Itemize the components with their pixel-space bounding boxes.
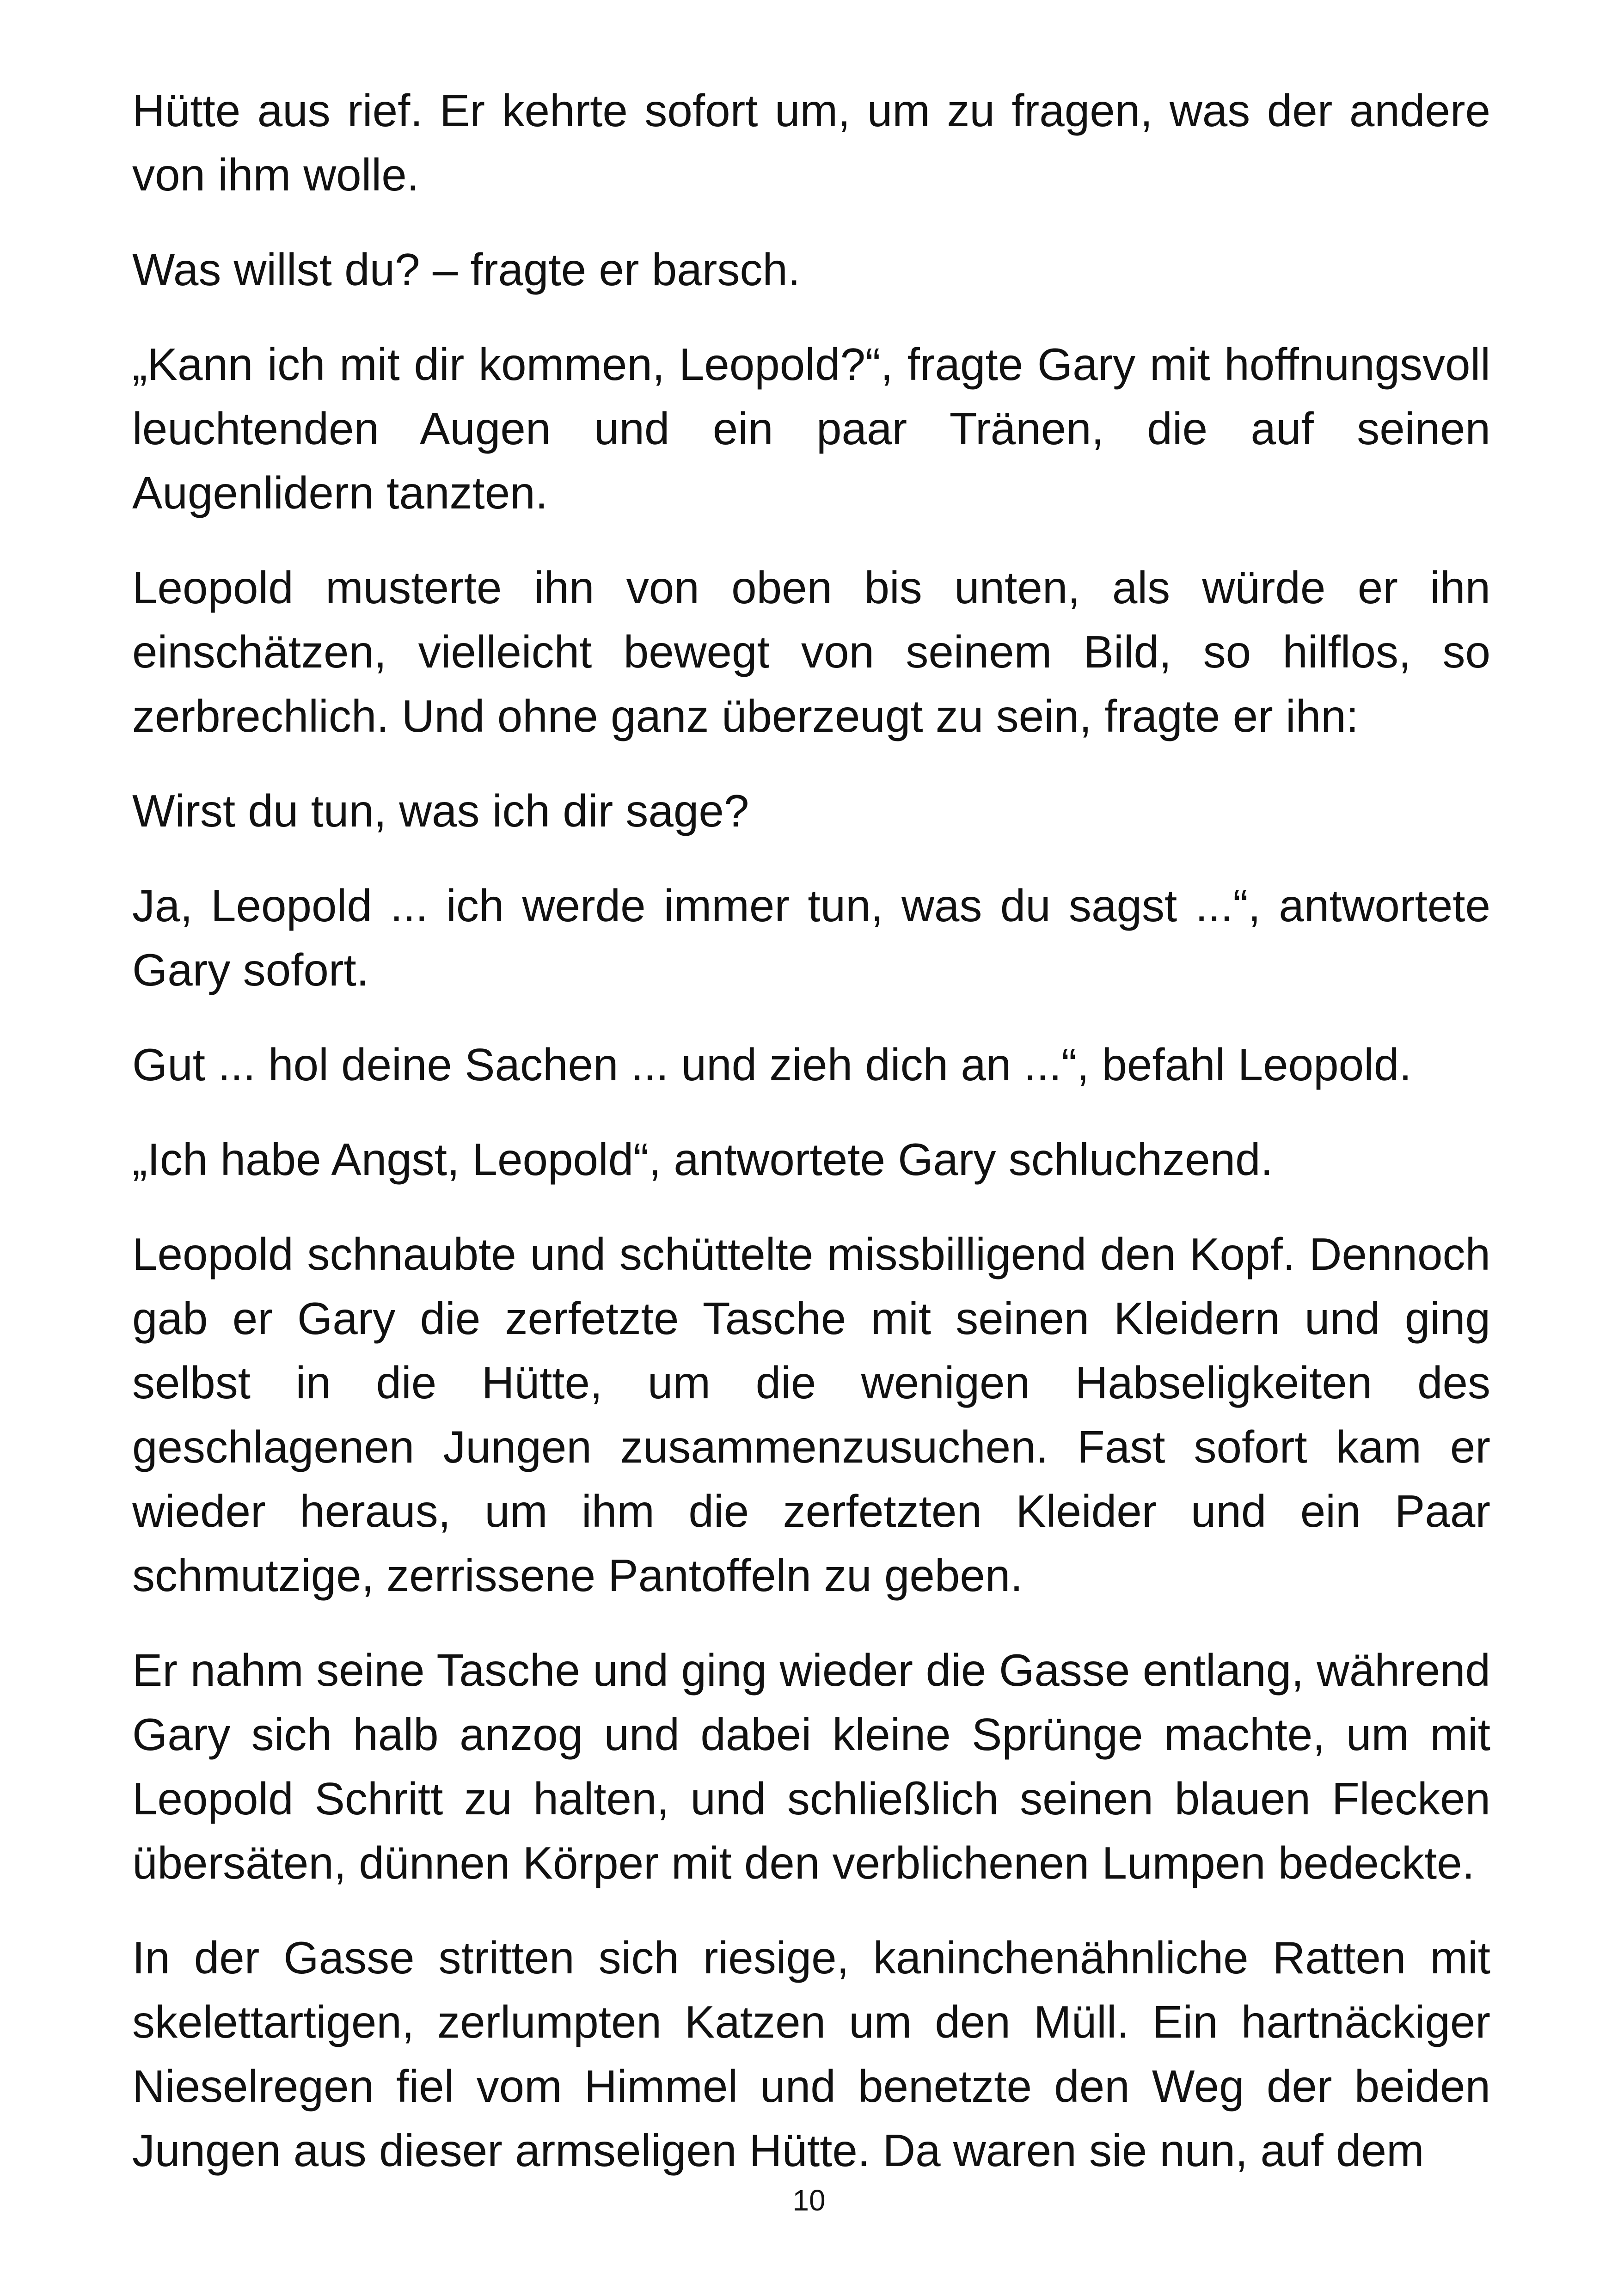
- body-text: [132, 79, 1490, 2213]
- paragraph: „Kann ich mit dir kommen, Leopold?“, fragte Gary mit hoffnungsvoll leuchtenden Augen und ein paar Tränen, die auf seinen Augenlidern tanzten.: [132, 339, 1490, 518]
- page-number: 10: [792, 2184, 826, 2217]
- paragraph: Ja, Leopold ... ich werde immer tun, was du sagst ...“, antwortete Gary sofort.: [132, 880, 1490, 995]
- paragraph: Gut ... hol deine Sachen ... und zieh dich an ...“, befahl Leopold.: [132, 1039, 1412, 1090]
- paragraph: Leopold musterte ihn von oben bis unten, als würde er ihn einschätzen, vielleicht bewegt von seinem Bild, so hilflos, so zerbrechlich. Und ohne ganz überzeugt zu sein, fragte er ihn:: [132, 562, 1490, 741]
- paragraph: Er nahm seine Tasche und ging wieder die Gasse entlang, während Gary sich halb anzog und dabei kleine Sprünge machte, um mit Leopold Schritt zu halten, und schließlich seinen blauen Flecken übersäten, dünnen Körper mit den verblichenen Lumpen bedeckte.: [132, 1645, 1490, 1888]
- paragraph: Leopold schnaubte und schüttelte missbilligend den Kopf. Dennoch gab er Gary die zerfetzte Tasche mit seinen Kleidern und ging selbst in die Hütte, um die wenigen Habseligkeiten des geschlagenen Jungen zusammenzusuchen. Fast sofort kam er wieder heraus, um ihm die zerfetzten Kleider und ein Paar schmutzige, zerrissene Pantoffeln zu geben.: [132, 1229, 1490, 1601]
- paragraph: „Ich habe Angst, Leopold“, antwortete Gary schluchzend.: [132, 1134, 1273, 1185]
- paragraph: Wirst du tun, was ich dir sage?: [132, 785, 749, 836]
- paragraph: Was willst du? – fragte er barsch.: [132, 244, 801, 295]
- paragraph: Hütte aus rief. Er kehrte sofort um, um zu fragen, was der andere von ihm wolle.: [132, 85, 1490, 200]
- paragraph: In der Gasse stritten sich riesige, kaninchenähnliche Ratten mit skelettartigen, zerlumpten Katzen um den Müll. Ein hartnäckiger Nieselregen fiel vom Himmel und benetzte den Weg der beiden Jungen aus dieser armseligen Hütte. Da waren sie nun, auf dem: [132, 1932, 1490, 2176]
